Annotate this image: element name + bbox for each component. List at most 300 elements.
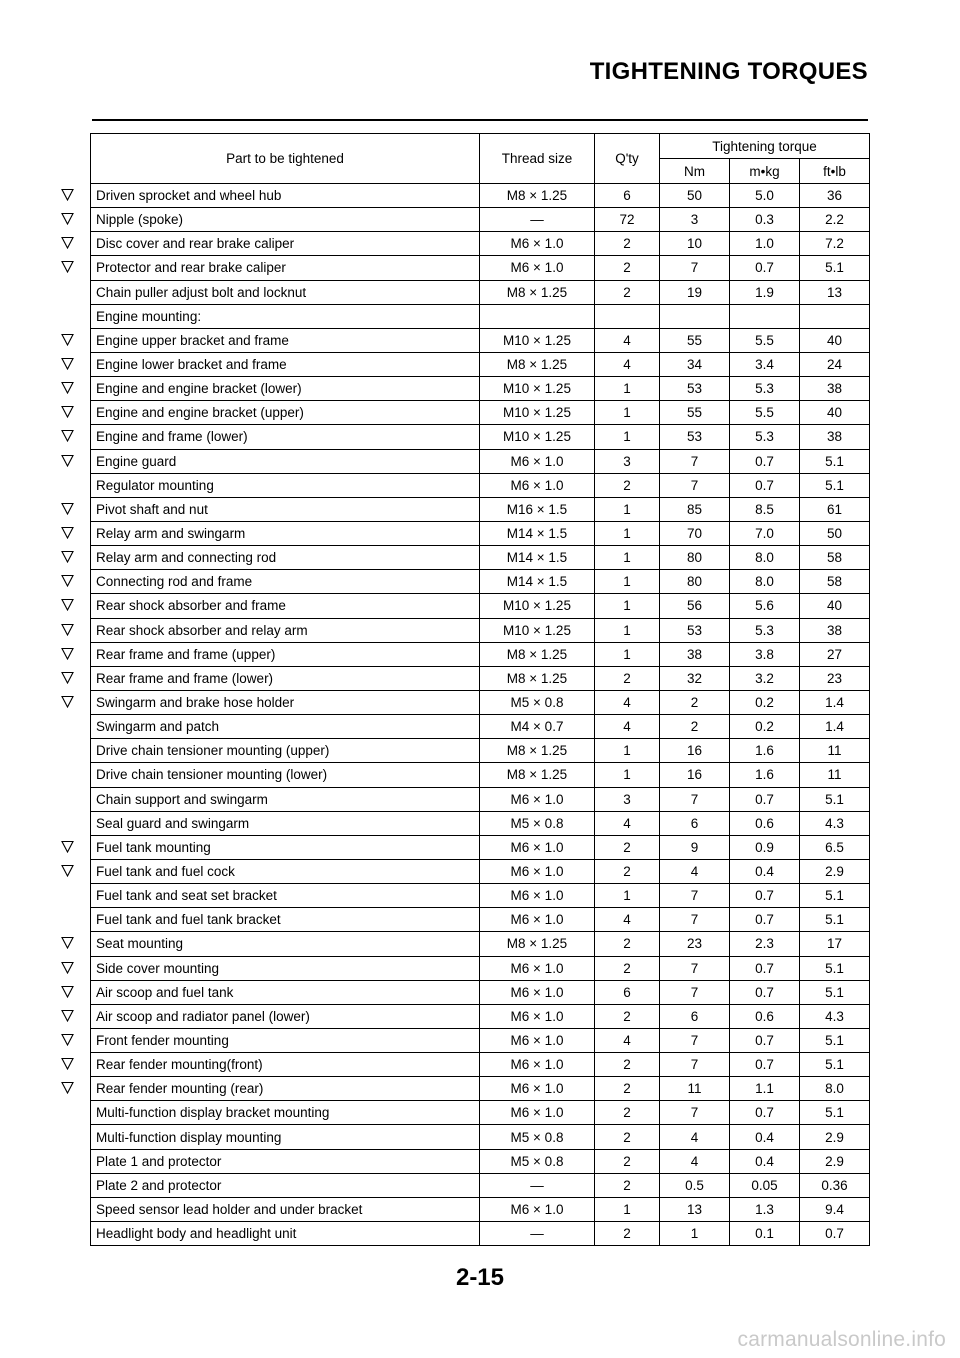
part-cell-text: Chain puller adjust bolt and locknut xyxy=(96,284,307,300)
mkg-cell-text: 0.3 xyxy=(755,212,774,228)
thread-size-cell xyxy=(480,666,595,690)
thread-size-cell-text: M10 × 1.25 xyxy=(503,429,571,445)
thread-size-cell xyxy=(480,642,595,666)
nm-cell xyxy=(660,352,730,376)
part-cell-text: Fuel tank and seat set bracket xyxy=(96,888,277,904)
header-qty: Q'ty xyxy=(595,134,660,184)
nm-cell-text: 53 xyxy=(686,622,703,638)
mkg-cell xyxy=(730,425,800,449)
part-cell-text: Rear shock absorber and frame xyxy=(96,598,286,614)
nm-cell xyxy=(660,449,730,473)
part-cell xyxy=(91,570,480,594)
qty-cell xyxy=(595,642,660,666)
ftlb-cell xyxy=(800,1125,870,1149)
thread-size-cell-text: M6 × 1.0 xyxy=(510,1032,564,1048)
thread-size-cell xyxy=(480,1101,595,1125)
thread-size-cell-text: M14 × 1.5 xyxy=(506,550,568,566)
mkg-cell-text: 5.5 xyxy=(755,332,774,348)
part-cell-text: Relay arm and connecting rod xyxy=(96,550,277,566)
thread-size-cell-text: M6 × 1.0 xyxy=(510,888,564,904)
nm-cell-text: 6 xyxy=(690,815,699,831)
part-cell xyxy=(91,666,480,690)
qty-cell xyxy=(595,1077,660,1101)
thread-size-cell xyxy=(480,908,595,932)
table-row xyxy=(91,835,870,859)
ftlb-cell xyxy=(800,666,870,690)
mkg-cell-text: 1.6 xyxy=(755,767,774,783)
thread-size-cell-text: M6 × 1.0 xyxy=(510,791,564,807)
ftlb-cell-text: 4.3 xyxy=(825,1008,844,1024)
nm-cell xyxy=(660,425,730,449)
thread-size-cell xyxy=(480,739,595,763)
qty-cell-text: 6 xyxy=(623,984,631,1000)
thread-size-cell xyxy=(480,546,595,570)
triangle-outline-icon xyxy=(61,864,74,877)
ftlb-cell xyxy=(800,884,870,908)
ftlb-cell xyxy=(800,980,870,1004)
thread-size-cell-text: M10 × 1.25 xyxy=(503,598,571,614)
table-row xyxy=(91,1222,870,1246)
thread-size-cell xyxy=(480,811,595,835)
nm-cell xyxy=(660,932,730,956)
nm-cell-text: 19 xyxy=(686,284,703,300)
table-row xyxy=(91,618,870,642)
mkg-cell xyxy=(730,570,800,594)
triangle-outline-icon xyxy=(61,671,74,684)
qty-cell-text: 2 xyxy=(623,1129,631,1145)
ftlb-cell-text: 38 xyxy=(826,622,843,638)
header-ftlb: ft•lb xyxy=(800,159,870,184)
nm-cell-text: 85 xyxy=(686,501,703,517)
mkg-cell-text: 8.5 xyxy=(755,501,774,517)
part-cell xyxy=(91,377,480,401)
mkg-cell xyxy=(730,473,800,497)
qty-cell-text: 1 xyxy=(623,598,631,614)
part-cell-text: Pivot shaft and nut xyxy=(96,501,208,517)
part-cell xyxy=(91,352,480,376)
mkg-cell-text: 0.7 xyxy=(755,1105,774,1121)
qty-cell-text: 1 xyxy=(623,646,631,662)
table-row xyxy=(91,232,870,256)
table-row xyxy=(91,642,870,666)
qty-cell-text: 2 xyxy=(623,839,631,855)
ftlb-cell xyxy=(800,328,870,352)
nm-cell xyxy=(660,1149,730,1173)
qty-cell-text: 3 xyxy=(623,791,631,807)
part-cell xyxy=(91,787,480,811)
part-cell xyxy=(91,304,480,328)
mkg-cell xyxy=(730,763,800,787)
ftlb-cell xyxy=(800,1004,870,1028)
thread-size-cell xyxy=(480,377,595,401)
nm-cell-text: 7 xyxy=(690,260,699,276)
mkg-cell xyxy=(730,1053,800,1077)
nm-cell xyxy=(660,787,730,811)
ftlb-cell xyxy=(800,473,870,497)
mkg-cell xyxy=(730,908,800,932)
part-cell xyxy=(91,1149,480,1173)
triangle-outline-icon xyxy=(61,1033,74,1046)
qty-cell xyxy=(595,618,660,642)
thread-size-cell xyxy=(480,690,595,714)
thread-size-cell xyxy=(480,208,595,232)
nm-cell xyxy=(660,690,730,714)
ftlb-cell xyxy=(800,1222,870,1246)
qty-cell-text: 2 xyxy=(623,1057,631,1073)
ftlb-cell-text: 5.1 xyxy=(825,791,844,807)
triangle-outline-icon xyxy=(61,1081,74,1094)
part-cell-text: Engine upper bracket and frame xyxy=(96,332,289,348)
part-cell xyxy=(91,1125,480,1149)
table-row xyxy=(91,666,870,690)
mkg-cell-text: 0.7 xyxy=(755,960,774,976)
part-cell-text: Engine mounting: xyxy=(96,308,202,324)
part-cell xyxy=(91,932,480,956)
ftlb-cell-text: 5.1 xyxy=(825,477,844,493)
thread-size-cell-text: M6 × 1.0 xyxy=(510,236,564,252)
part-cell xyxy=(91,980,480,1004)
ftlb-cell xyxy=(800,1197,870,1221)
page-title: TIGHTENING TORQUES xyxy=(589,58,868,85)
nm-cell-text: 7 xyxy=(690,912,699,928)
table-row xyxy=(91,328,870,352)
ftlb-cell-text: 1.4 xyxy=(825,695,844,711)
nm-cell xyxy=(660,739,730,763)
table-row xyxy=(91,932,870,956)
nm-cell-text: 7 xyxy=(690,1057,699,1073)
thread-size-cell-text: M6 × 1.0 xyxy=(510,839,564,855)
part-cell-text: Multi-function display bracket mounting xyxy=(96,1105,330,1121)
ftlb-cell-text: 11 xyxy=(827,767,842,783)
thread-size-cell xyxy=(480,618,595,642)
thread-size-cell xyxy=(480,884,595,908)
thread-size-cell-text: M5 × 0.8 xyxy=(510,695,564,711)
part-cell xyxy=(91,280,480,304)
thread-size-cell-text: M6 × 1.0 xyxy=(510,477,564,493)
qty-cell-text: 72 xyxy=(619,212,635,228)
thread-size-cell-text: M6 × 1.0 xyxy=(510,864,564,879)
header-nm: Nm xyxy=(660,159,730,184)
tightening-torque-table xyxy=(90,133,870,1246)
ftlb-cell-text: 27 xyxy=(826,646,843,662)
nm-cell xyxy=(660,546,730,570)
qty-cell xyxy=(595,884,660,908)
thread-size-cell xyxy=(480,425,595,449)
triangle-outline-icon xyxy=(61,502,74,515)
ftlb-cell xyxy=(800,763,870,787)
qty-cell-text: 4 xyxy=(623,332,631,348)
mkg-cell-text: 0.6 xyxy=(755,815,774,831)
ftlb-cell-text: 13 xyxy=(826,284,843,300)
ftlb-cell xyxy=(800,1053,870,1077)
ftlb-cell-text: 4.3 xyxy=(825,815,844,831)
part-cell xyxy=(91,546,480,570)
ftlb-cell xyxy=(800,425,870,449)
table-row xyxy=(91,715,870,739)
qty-cell-text: 2 xyxy=(623,477,631,493)
thread-size-cell xyxy=(480,497,595,521)
triangle-outline-icon xyxy=(61,454,74,467)
nm-cell xyxy=(660,184,730,208)
ftlb-cell-text: 6.5 xyxy=(825,839,844,855)
nm-cell xyxy=(660,473,730,497)
qty-cell-text: 1 xyxy=(623,405,631,421)
table-row xyxy=(91,570,870,594)
thread-size-cell xyxy=(480,835,595,859)
table-row xyxy=(91,787,870,811)
triangle-outline-icon xyxy=(61,188,74,201)
qty-cell xyxy=(595,352,660,376)
table-row xyxy=(91,956,870,980)
nm-cell xyxy=(660,1004,730,1028)
qty-cell-text: 2 xyxy=(623,236,631,252)
mkg-cell xyxy=(730,232,800,256)
qty-cell-text: 2 xyxy=(623,1177,631,1193)
nm-cell-text: 0.5 xyxy=(685,1177,704,1193)
mkg-cell-text: 2.3 xyxy=(755,936,774,952)
nm-cell-text: 55 xyxy=(686,332,703,348)
ftlb-cell xyxy=(800,401,870,425)
table-row xyxy=(91,739,870,763)
table-row xyxy=(91,859,870,883)
nm-cell xyxy=(660,642,730,666)
thread-size-cell-text: M6 × 1.0 xyxy=(510,453,564,469)
part-cell-text: Side cover mounting xyxy=(96,960,220,976)
mkg-cell xyxy=(730,1004,800,1028)
mkg-cell xyxy=(730,1149,800,1173)
qty-cell xyxy=(595,497,660,521)
qty-cell xyxy=(595,690,660,714)
part-cell-text: Front fender mounting xyxy=(96,1032,229,1048)
mkg-cell xyxy=(730,521,800,545)
thread-size-cell-text: M6 × 1.0 xyxy=(510,1057,564,1073)
ftlb-cell-text: 5.1 xyxy=(825,1105,844,1121)
thread-size-cell-text: M10 × 1.25 xyxy=(503,381,571,397)
part-cell xyxy=(91,473,480,497)
qty-cell-text: 2 xyxy=(623,1226,631,1242)
table-row xyxy=(91,1077,870,1101)
table-row xyxy=(91,208,870,232)
thread-size-cell-text: M4 × 0.7 xyxy=(510,719,564,735)
mkg-cell xyxy=(730,1028,800,1052)
mkg-cell xyxy=(730,690,800,714)
part-cell-text: Seat mounting xyxy=(96,936,184,952)
thread-size-cell xyxy=(480,1077,595,1101)
nm-cell xyxy=(660,1101,730,1125)
part-cell-text: Multi-function display mounting xyxy=(96,1129,282,1145)
thread-size-cell xyxy=(480,980,595,1004)
table-row xyxy=(91,1004,870,1028)
part-cell-text: Engine and engine bracket (upper) xyxy=(96,405,304,421)
part-cell-text: Driven sprocket and wheel hub xyxy=(96,188,282,204)
mkg-cell xyxy=(730,1173,800,1197)
header-thread-size: Thread size xyxy=(480,134,595,184)
qty-cell-text: 2 xyxy=(623,936,631,952)
table-row xyxy=(91,256,870,280)
mkg-cell-text: 0.7 xyxy=(755,912,774,928)
ftlb-cell-text: 58 xyxy=(826,574,843,590)
qty-cell-text: 1 xyxy=(623,429,631,445)
qty-cell xyxy=(595,473,660,497)
mkg-cell-text: 5.5 xyxy=(755,405,774,421)
thread-size-cell xyxy=(480,1222,595,1246)
nm-cell-text: 7 xyxy=(690,477,699,493)
mkg-cell-text: 5.6 xyxy=(755,598,774,614)
mkg-cell-text: 0.1 xyxy=(755,1226,774,1242)
nm-cell xyxy=(660,763,730,787)
ftlb-cell xyxy=(800,352,870,376)
nm-cell-text: 6 xyxy=(690,1008,699,1024)
table-row xyxy=(91,521,870,545)
part-cell xyxy=(91,401,480,425)
part-cell-text: Air scoop and radiator panel (lower) xyxy=(96,1008,310,1024)
mkg-cell-text: 5.0 xyxy=(755,188,774,204)
mkg-cell-text: 5.3 xyxy=(755,429,774,445)
triangle-outline-icon xyxy=(61,429,74,442)
qty-cell-text: 2 xyxy=(623,1008,631,1024)
ftlb-cell xyxy=(800,859,870,883)
nm-cell-text: 7 xyxy=(690,1032,699,1048)
nm-cell-text: 7 xyxy=(690,888,699,904)
ftlb-cell-text: 5.1 xyxy=(825,1032,844,1048)
nm-cell xyxy=(660,884,730,908)
part-cell-text: Swingarm and brake hose holder xyxy=(96,695,295,711)
mkg-cell xyxy=(730,1101,800,1125)
nm-cell-text: 9 xyxy=(690,839,699,855)
part-cell xyxy=(91,956,480,980)
qty-cell xyxy=(595,208,660,232)
triangle-outline-icon xyxy=(61,647,74,660)
qty-cell xyxy=(595,377,660,401)
ftlb-cell xyxy=(800,835,870,859)
table-row xyxy=(91,425,870,449)
qty-cell-text: 4 xyxy=(623,357,631,373)
qty-cell-text: 1 xyxy=(623,767,631,783)
ftlb-cell-text: 38 xyxy=(826,381,843,397)
qty-cell-text: 2 xyxy=(623,864,631,879)
mkg-cell xyxy=(730,304,800,328)
nm-cell xyxy=(660,811,730,835)
part-cell-text: Engine and engine bracket (lower) xyxy=(96,381,302,397)
qty-cell xyxy=(595,811,660,835)
ftlb-cell xyxy=(800,618,870,642)
part-cell xyxy=(91,1004,480,1028)
nm-cell xyxy=(660,256,730,280)
triangle-outline-icon xyxy=(61,381,74,394)
part-cell-text: Relay arm and swingarm xyxy=(96,526,246,542)
nm-cell-text: 16 xyxy=(686,743,703,759)
qty-cell xyxy=(595,1053,660,1077)
nm-cell-text: 4 xyxy=(690,1153,699,1169)
nm-cell-text: 4 xyxy=(690,1129,699,1145)
part-cell xyxy=(91,449,480,473)
thread-size-cell-text: M10 × 1.25 xyxy=(503,405,571,421)
table-row xyxy=(91,908,870,932)
ftlb-cell-text: 40 xyxy=(826,598,843,614)
nm-cell-text: 70 xyxy=(686,526,703,542)
qty-cell-text: 4 xyxy=(623,912,631,928)
ftlb-cell xyxy=(800,690,870,714)
qty-cell xyxy=(595,521,660,545)
nm-cell-text: 23 xyxy=(686,936,703,952)
nm-cell xyxy=(660,304,730,328)
mkg-cell-text: 0.9 xyxy=(755,839,774,855)
thread-size-cell xyxy=(480,184,595,208)
ftlb-cell-text: 1.4 xyxy=(825,719,844,735)
mkg-cell xyxy=(730,980,800,1004)
qty-cell xyxy=(595,256,660,280)
qty-cell xyxy=(595,570,660,594)
thread-size-cell-text: M6 × 1.0 xyxy=(510,912,564,928)
triangle-outline-icon xyxy=(61,333,74,346)
ftlb-cell-text: 0.36 xyxy=(821,1177,848,1193)
qty-cell-text: 1 xyxy=(623,743,631,759)
part-cell xyxy=(91,811,480,835)
qty-cell xyxy=(595,594,660,618)
thread-size-cell-text: M6 × 1.0 xyxy=(510,1201,564,1217)
ftlb-cell xyxy=(800,546,870,570)
qty-cell xyxy=(595,184,660,208)
nm-cell xyxy=(660,618,730,642)
part-cell-text: Plate 2 and protector xyxy=(96,1177,222,1193)
ftlb-cell xyxy=(800,208,870,232)
nm-cell-text: 16 xyxy=(686,767,703,783)
mkg-cell xyxy=(730,932,800,956)
mkg-cell xyxy=(730,184,800,208)
thread-size-cell-text: M8 × 1.25 xyxy=(506,188,568,204)
ftlb-cell-text: 11 xyxy=(827,743,842,759)
mkg-cell xyxy=(730,859,800,883)
qty-cell xyxy=(595,232,660,256)
mkg-cell-text: 7.0 xyxy=(755,526,774,542)
part-cell xyxy=(91,642,480,666)
header-part: Part to be tightened xyxy=(91,134,480,184)
thread-size-cell-text: M6 × 1.0 xyxy=(510,960,564,976)
qty-cell xyxy=(595,1125,660,1149)
nm-cell xyxy=(660,1028,730,1052)
nm-cell-text: 10 xyxy=(686,236,703,252)
ftlb-cell xyxy=(800,1149,870,1173)
nm-cell-text: 7 xyxy=(690,453,699,469)
ftlb-cell xyxy=(800,184,870,208)
mkg-cell xyxy=(730,642,800,666)
table-row xyxy=(91,449,870,473)
qty-cell-text: 3 xyxy=(623,453,631,469)
part-cell-text: Swingarm and patch xyxy=(96,719,220,735)
ftlb-cell xyxy=(800,256,870,280)
thread-size-cell xyxy=(480,401,595,425)
ftlb-cell xyxy=(800,449,870,473)
thread-size-cell xyxy=(480,328,595,352)
part-cell-text: Seal guard and swingarm xyxy=(96,815,250,831)
qty-cell-text: 4 xyxy=(623,815,631,831)
nm-cell xyxy=(660,1125,730,1149)
mkg-cell xyxy=(730,208,800,232)
ftlb-cell-text: 36 xyxy=(826,188,843,204)
qty-cell xyxy=(595,1101,660,1125)
header-rule xyxy=(92,119,868,121)
part-cell-text: Engine and frame (lower) xyxy=(96,429,248,445)
nm-cell-text: 56 xyxy=(686,598,703,614)
page-number: 2-15 xyxy=(455,1264,505,1291)
nm-cell xyxy=(660,280,730,304)
mkg-cell xyxy=(730,401,800,425)
part-cell xyxy=(91,835,480,859)
table-row xyxy=(91,1101,870,1125)
part-cell xyxy=(91,884,480,908)
triangle-outline-icon xyxy=(61,574,74,587)
thread-size-cell-text: M8 × 1.25 xyxy=(506,284,568,300)
